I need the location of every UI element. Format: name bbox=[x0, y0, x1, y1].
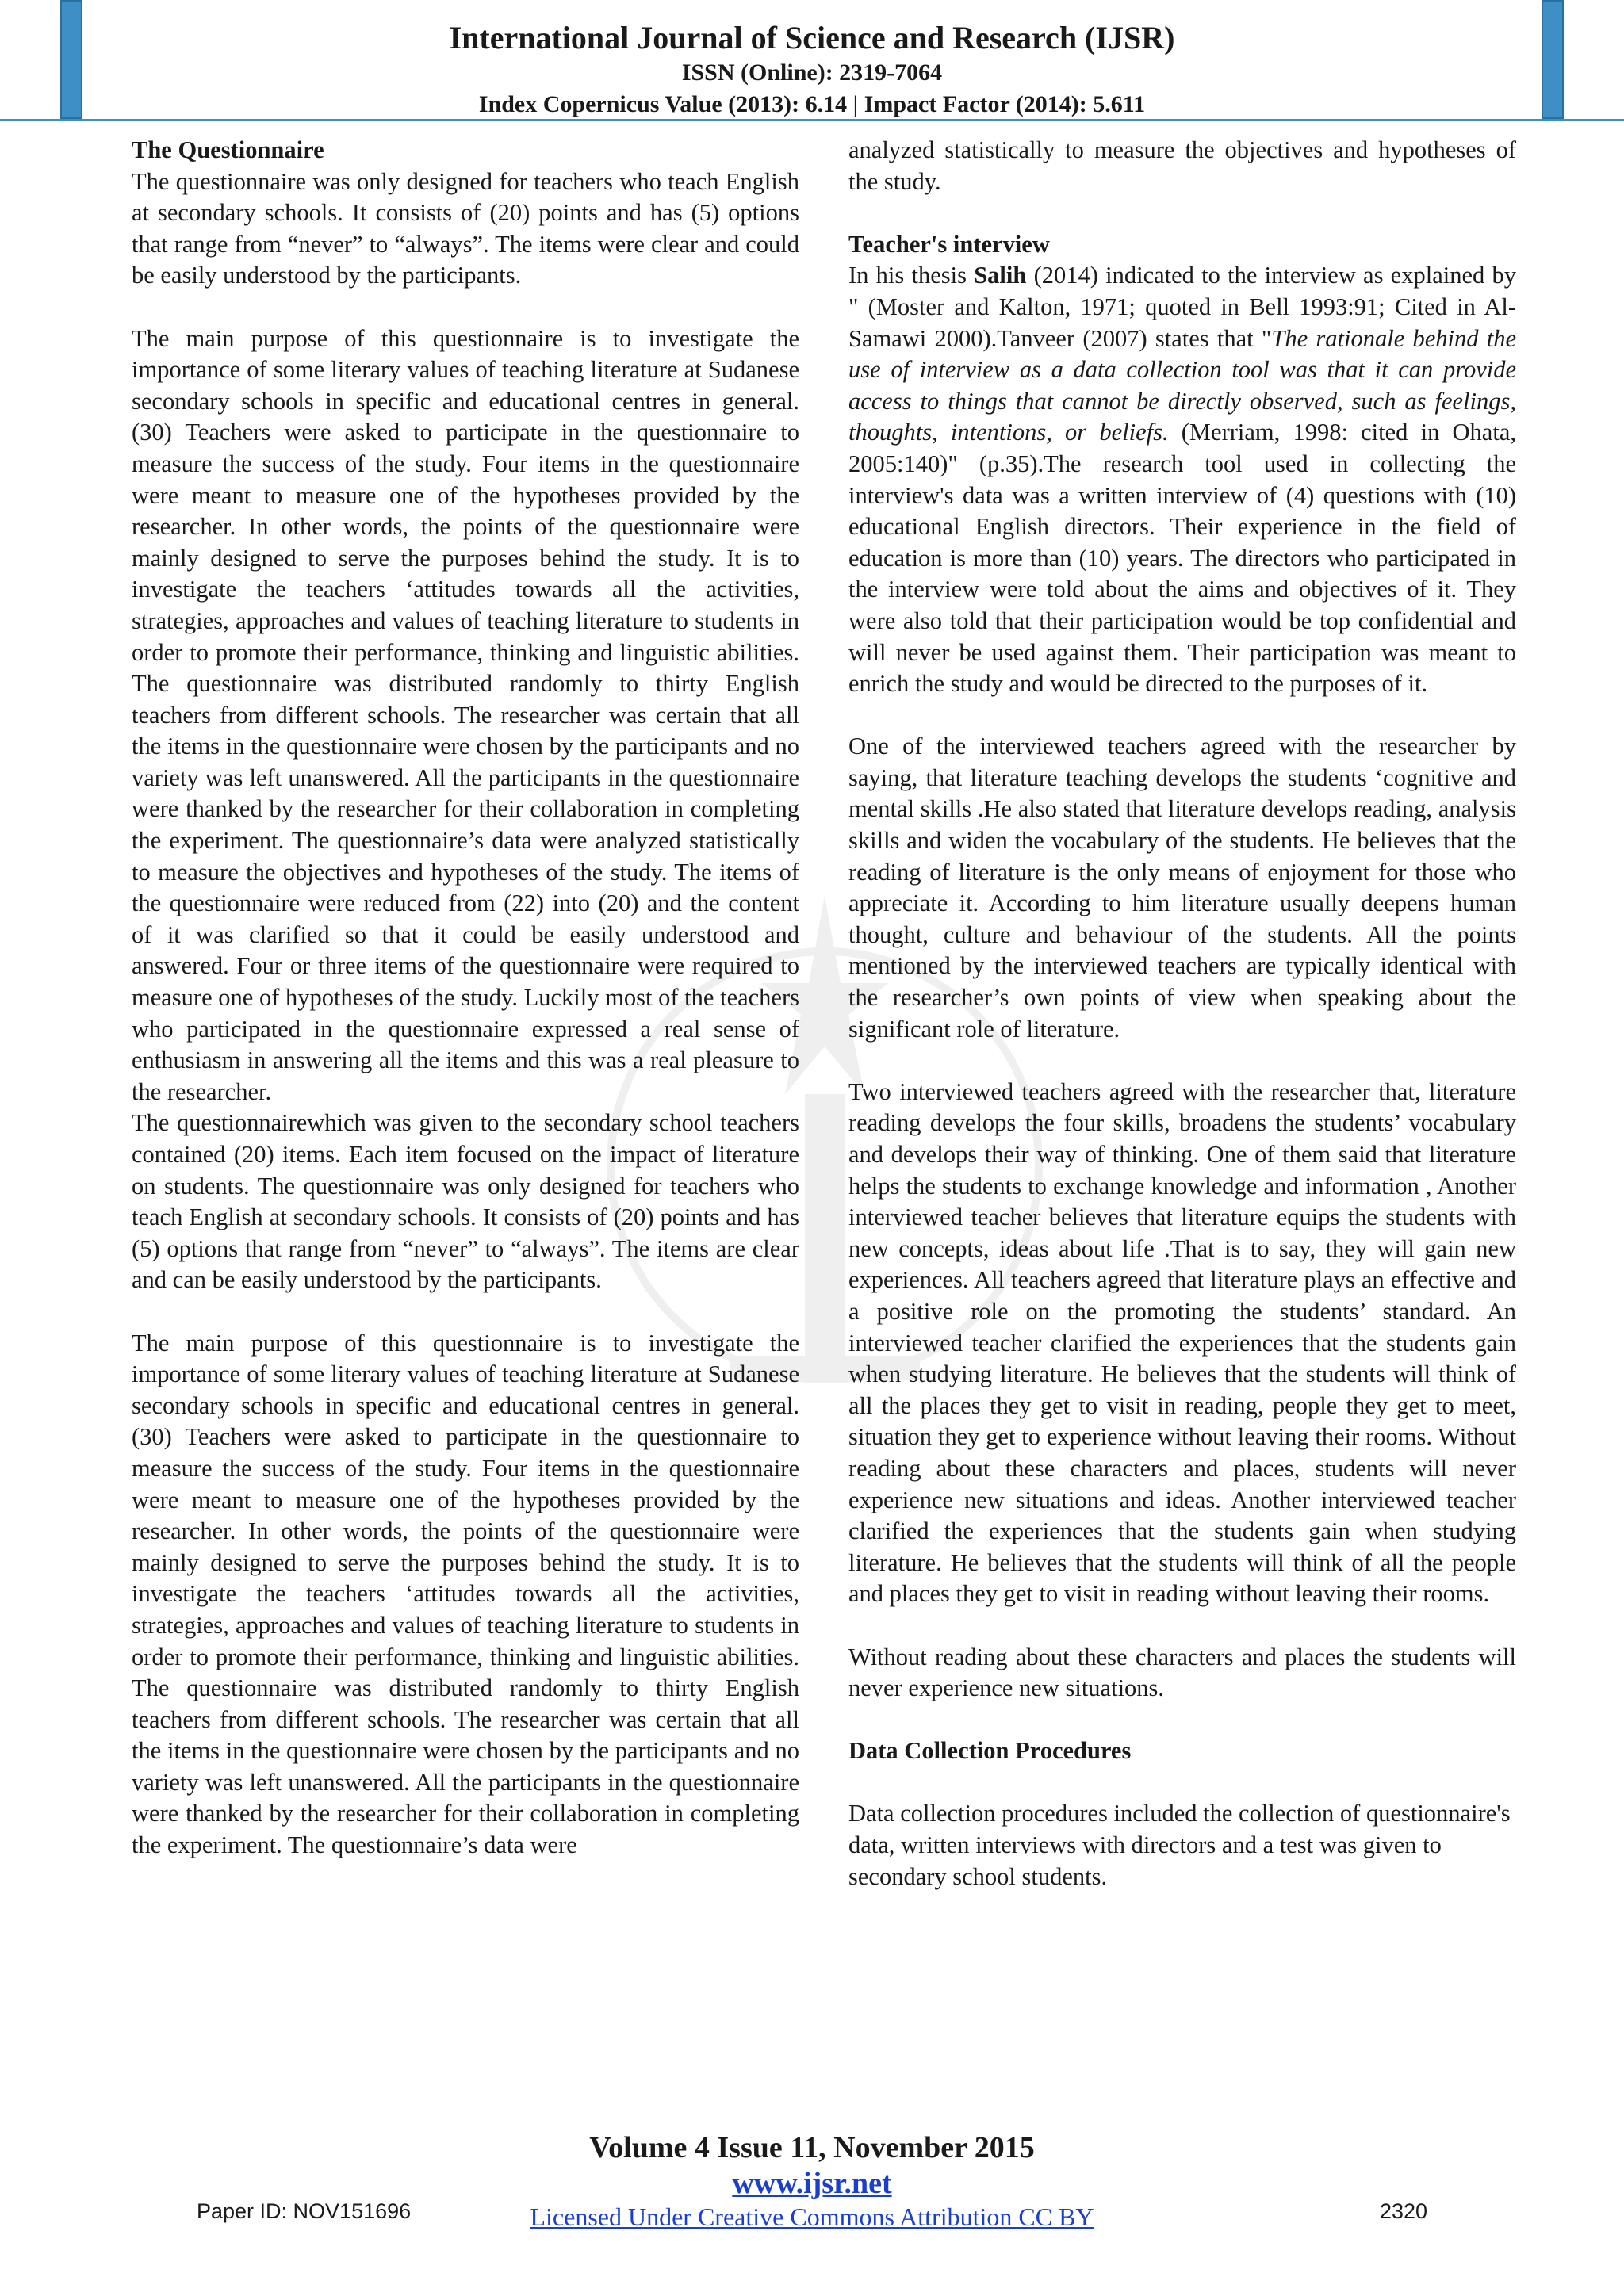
interview-paragraph bbox=[848, 260, 1516, 699]
continued-paragraph: analyzed statistically to measure the objectives and hypotheses of the study. bbox=[848, 136, 1516, 195]
interview-paragraph-4: Without reading about these characters and places the students will never experience new situations. bbox=[848, 1643, 1516, 1702]
data-collection-heading: Data Collection Procedures bbox=[848, 1737, 1132, 1765]
interview-text-c: (Merriam, 1998: cited in Ohata, 2005:140)" (p.35).The research tool used in collecting the interview's data was a written interview of (4) questions with (10) educational English directors. Their experience in the field of education is more than (10) years. The directors who participated in the interview were told about the aims and objectives of it. They were also told that their participation would be top confidential and will never be used against them. Their participation was meant to enrich the study and would be directed to the purposes of it. bbox=[848, 419, 1516, 698]
questionnaire-paragraph-1: The questionnaire was only designed for teachers who teach English at secondary schools. It consists of (20) points and has (5) options that range from “never” to “always”. The items were clear and could be easily understood by the participants. bbox=[132, 167, 799, 289]
journal-url-link[interactable]: www.ijsr.net bbox=[732, 2167, 892, 2200]
questionnaire-heading: The Questionnaire bbox=[132, 136, 324, 163]
data-collection-paragraph: Data collection procedures included the collection of questionnaire's data, written interviews with directors and a test was given to secondary school students. bbox=[848, 1800, 1511, 1890]
interview-author: Salih bbox=[974, 262, 1027, 289]
interview-text-a: In his thesis bbox=[848, 262, 975, 289]
left-column bbox=[132, 135, 799, 1862]
questionnaire-paragraph-3: The questionnairewhich was given to the secondary school teachers contained (20) items. Each item focused on the impact of literature on students. The questionnaire was only designed for teachers who teach English at secondary schools. It consists of (20) points and has (5) options that range from “never” to “always”. The items are clear and can be easily understood by the participants. bbox=[132, 1109, 799, 1294]
interview-heading: Teacher's interview bbox=[848, 230, 1050, 258]
interview-quote: The rationale behind the use of interview as a data collection tool was that it can provide access to things that cannot be directly observed, such as feelings, thoughts, intentions, or beliefs. bbox=[848, 324, 1516, 446]
header-rule bbox=[0, 119, 1624, 121]
index-line: Index Copernicus Value (2013): 6.14 | Impact Factor (2014): 5.611 bbox=[478, 91, 1146, 117]
journal-title: International Journal of Science and Research (IJSR) bbox=[449, 20, 1175, 55]
interview-paragraph-3: Two interviewed teachers agreed with the researcher that, literature reading develops the four skills, broadens the students’ vocabulary and develops their way of thinking. One of them said that literature helps the students to exchange knowledge and information , Another interviewed teacher believes that literature equips the students with new concepts, ideas about life .That is to say, they will gain new experiences. All teachers agreed that literature plays an effective and a positive role on the promoting the students’ standard. An interviewed teacher clarified the experiences that the students gain when studying literature. He believes that the students will think of all the places they get to visit in reading, people they get to meet, situation they get to experience without leaving their rooms. Without reading about these characters and places, students will never experience new situations and ideas. Another interviewed teacher clarified the experiences that the students gain when studying literature. He believes that the students will think of all the people and places they get to visit in reading without leaving their rooms. bbox=[848, 1077, 1516, 1608]
right-column bbox=[848, 135, 1516, 1892]
questionnaire-paragraph-4: The main purpose of this questionnaire is to investigate the importance of some literary values of teaching literature at Sudanese secondary schools in specific and educational centres in general. (30) Teachers were asked to participate in the questionnaire to measure the success of the study. Four items in the questionnaire were meant to measure one of the hypotheses provided by the researcher. In other words, the points of the questionnaire were mainly designed to serve the purposes behind the study. It is to investigate the teachers ‘attitudes towards all the activities, strategies, approaches and values of teaching literature to students in order to promote their performance, thinking and linguistic abilities. The questionnaire was distributed randomly to thirty English teachers from different schools. The researcher was certain that all the items in the questionnaire were chosen by the participants and no variety was left unanswered. All the participants in the questionnaire were thanked by the researcher for their collaboration in completing the experiment. The questionnaire’s data were bbox=[132, 1329, 799, 1859]
interview-text-b: (2014) indicated to the interview as explained by " (Moster and Kalton, 1971; quoted in Bell 1993:91; Cited in Al-Samawi 2000).Tanveer (2007) states that " bbox=[848, 262, 1516, 352]
paper-id: Paper ID: NOV151696 bbox=[197, 2199, 412, 2223]
interview-paragraph-2: One of the interviewed teachers agreed with the researcher by saying, that literature teaching develops the students ‘cognitive and mental skills .He also stated that literature develops reading, analysis skills and widen the vocabulary of the students. He believes that the reading of literature is the only means of enjoyment for those who appreciate it. According to him literature usually deepens human thought, culture and behaviour of the students. All the points mentioned by the interviewed teachers are typically identical with the researcher’s own points of view when speaking about the significant role of literature. bbox=[848, 733, 1516, 1043]
license-link[interactable]: Licensed Under Creative Commons Attribution CC BY bbox=[530, 2202, 1094, 2231]
questionnaire-paragraph-2: The main purpose of this questionnaire is to investigate the importance of some literary values of teaching literature at Sudanese secondary schools in specific and educational centres in general. (30) Teachers were asked to participate in the questionnaire to measure the success of the study. Four items in the questionnaire were meant to measure one of the hypotheses provided by the researcher. In other words, the points of the questionnaire were mainly designed to serve the purposes behind the study. It is to investigate the teachers ‘attitudes towards all the activities, strategies, approaches and values of teaching literature to students in order to promote their performance, thinking and linguistic abilities. The questionnaire was distributed randomly to thirty English teachers from different schools. The researcher was certain that all the items in the questionnaire were chosen by the participants and no variety was left unanswered. All the participants in the questionnaire were thanked by the researcher for their collaboration in completing the experiment. The questionnaire’s data were analyzed statistically to measure the objectives and hypotheses of the study. The items of the questionnaire were reduced from (22) into (20) and the content of it was clarified so that it could be easily understood and answered. Four or three items of the questionnaire were required to measure one of hypotheses of the study. Luckily most of the teachers who participated in the questionnaire expressed a real sense of enthusiasm in answering all the items and this was a real pleasure to the researcher. bbox=[132, 324, 799, 1105]
page-number: 2320 bbox=[1380, 2199, 1428, 2223]
page-header bbox=[0, 19, 1624, 121]
volume-issue: Volume 4 Issue 11, November 2015 bbox=[589, 2131, 1035, 2164]
issn-line: ISSN (Online): 2319-7064 bbox=[681, 59, 943, 86]
